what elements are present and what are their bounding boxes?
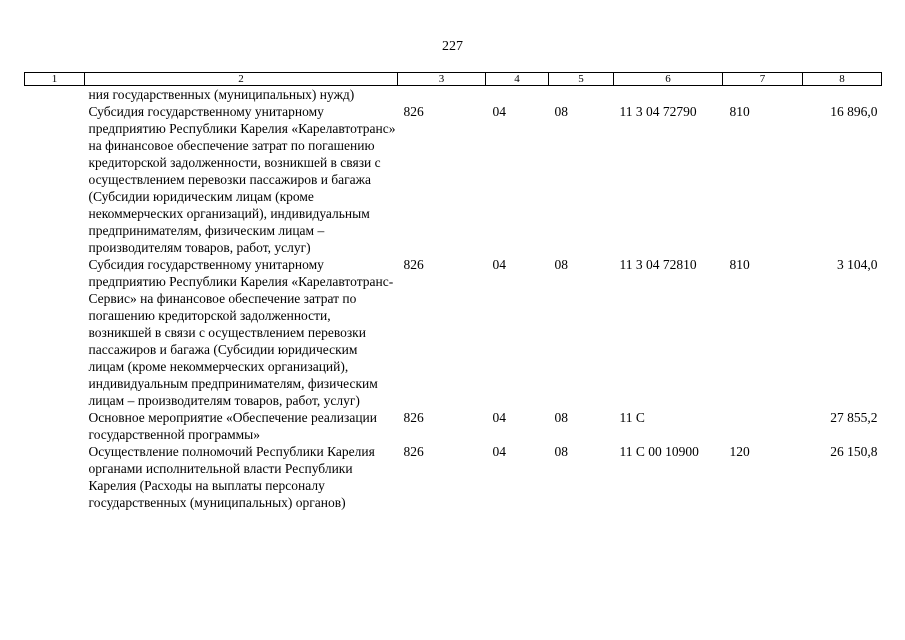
amount-cell: 26 150,8 (830, 444, 878, 459)
expense-type-cell: 810 (729, 257, 750, 272)
row-number-cell (25, 443, 85, 511)
row-number-cell (25, 86, 85, 104)
subsection-cell: 08 (554, 444, 568, 459)
expense-type-cell (723, 86, 803, 104)
amount-cell: 27 855,2 (830, 410, 878, 425)
subsection-cell: 08 (554, 410, 568, 425)
column-header: 2 (85, 73, 398, 86)
section-cell: 04 (492, 104, 506, 119)
table-row (25, 256, 882, 409)
description-cell: ния государственных (муниципальных) нужд) (88, 87, 355, 102)
ministry-code-cell: 826 (403, 257, 424, 272)
description-cell: Осуществление полномочий Республики Карелия органами исполнительной власти Республики Карелия (Расходы на выплаты персоналу государственных (муниципальных) органов) (88, 444, 375, 510)
table-row (25, 103, 882, 256)
column-header: 3 (398, 73, 486, 86)
ministry-code-cell: 826 (403, 104, 424, 119)
target-article-cell (614, 86, 723, 104)
expense-type-cell: 120 (729, 444, 750, 459)
description-cell: Основное мероприятие «Обеспечение реализации государственной программы» (88, 410, 377, 442)
column-header: 8 (803, 73, 882, 86)
amount-cell: 3 104,0 (837, 257, 878, 272)
description-cell: Субсидия государственному унитарному предприятию Республики Карелия «Карелавтотранс-Сервис» на финансовое обеспечение затрат по погашению кредиторской задолженности, возникшей в связи с осуществлением перевозки пассажиров и багажа (Субсидии юридическим лицам (кроме некоммерческих организаций), индивидуальным предпринимателям, физическим лицам – производителям товаров, работ, услуг) (88, 257, 394, 408)
row-number-cell (25, 256, 85, 409)
target-article-cell: 11 3 04 72810 (619, 257, 697, 272)
ministry-code-cell: 826 (403, 410, 424, 425)
target-article-cell: 11 3 04 72790 (619, 104, 697, 119)
page-number: 227 (442, 39, 463, 54)
subsection-cell: 08 (554, 257, 568, 272)
table-row (25, 86, 882, 104)
expense-type-cell: 810 (729, 104, 750, 119)
ministry-code-cell: 826 (403, 444, 424, 459)
budget-table (24, 72, 882, 511)
table-row (25, 409, 882, 443)
row-number-cell (25, 409, 85, 443)
subsection-cell (549, 86, 614, 104)
column-header: 6 (614, 73, 723, 86)
subsection-cell: 08 (554, 104, 568, 119)
header-row (25, 73, 882, 86)
column-header: 1 (25, 73, 85, 86)
expense-type-cell (723, 409, 803, 443)
table-row (25, 443, 882, 511)
ministry-code-cell (398, 86, 486, 104)
target-article-cell: 11 С (619, 410, 645, 425)
target-article-cell: 11 С 00 10900 (619, 444, 699, 459)
section-cell: 04 (492, 410, 506, 425)
amount-cell: 16 896,0 (830, 104, 878, 119)
amount-cell (803, 86, 882, 104)
description-cell: Субсидия государственному унитарному предприятию Республики Карелия «Карелавтотранс» на финансовое обеспечение затрат по погашению кредиторской задолженности, возникшей в связи с осуществлением перевозки пассажиров и багажа (Субсидии юридическим лицам (кроме некоммерческих организаций), индивидуальным предпринимателям, физическим лицам – производителям товаров, работ, услуг) (88, 104, 396, 255)
column-header: 7 (723, 73, 803, 86)
column-header: 5 (549, 73, 614, 86)
section-cell: 04 (492, 257, 506, 272)
column-header: 4 (486, 73, 549, 86)
section-cell (486, 86, 549, 104)
section-cell: 04 (492, 444, 506, 459)
row-number-cell (25, 103, 85, 256)
